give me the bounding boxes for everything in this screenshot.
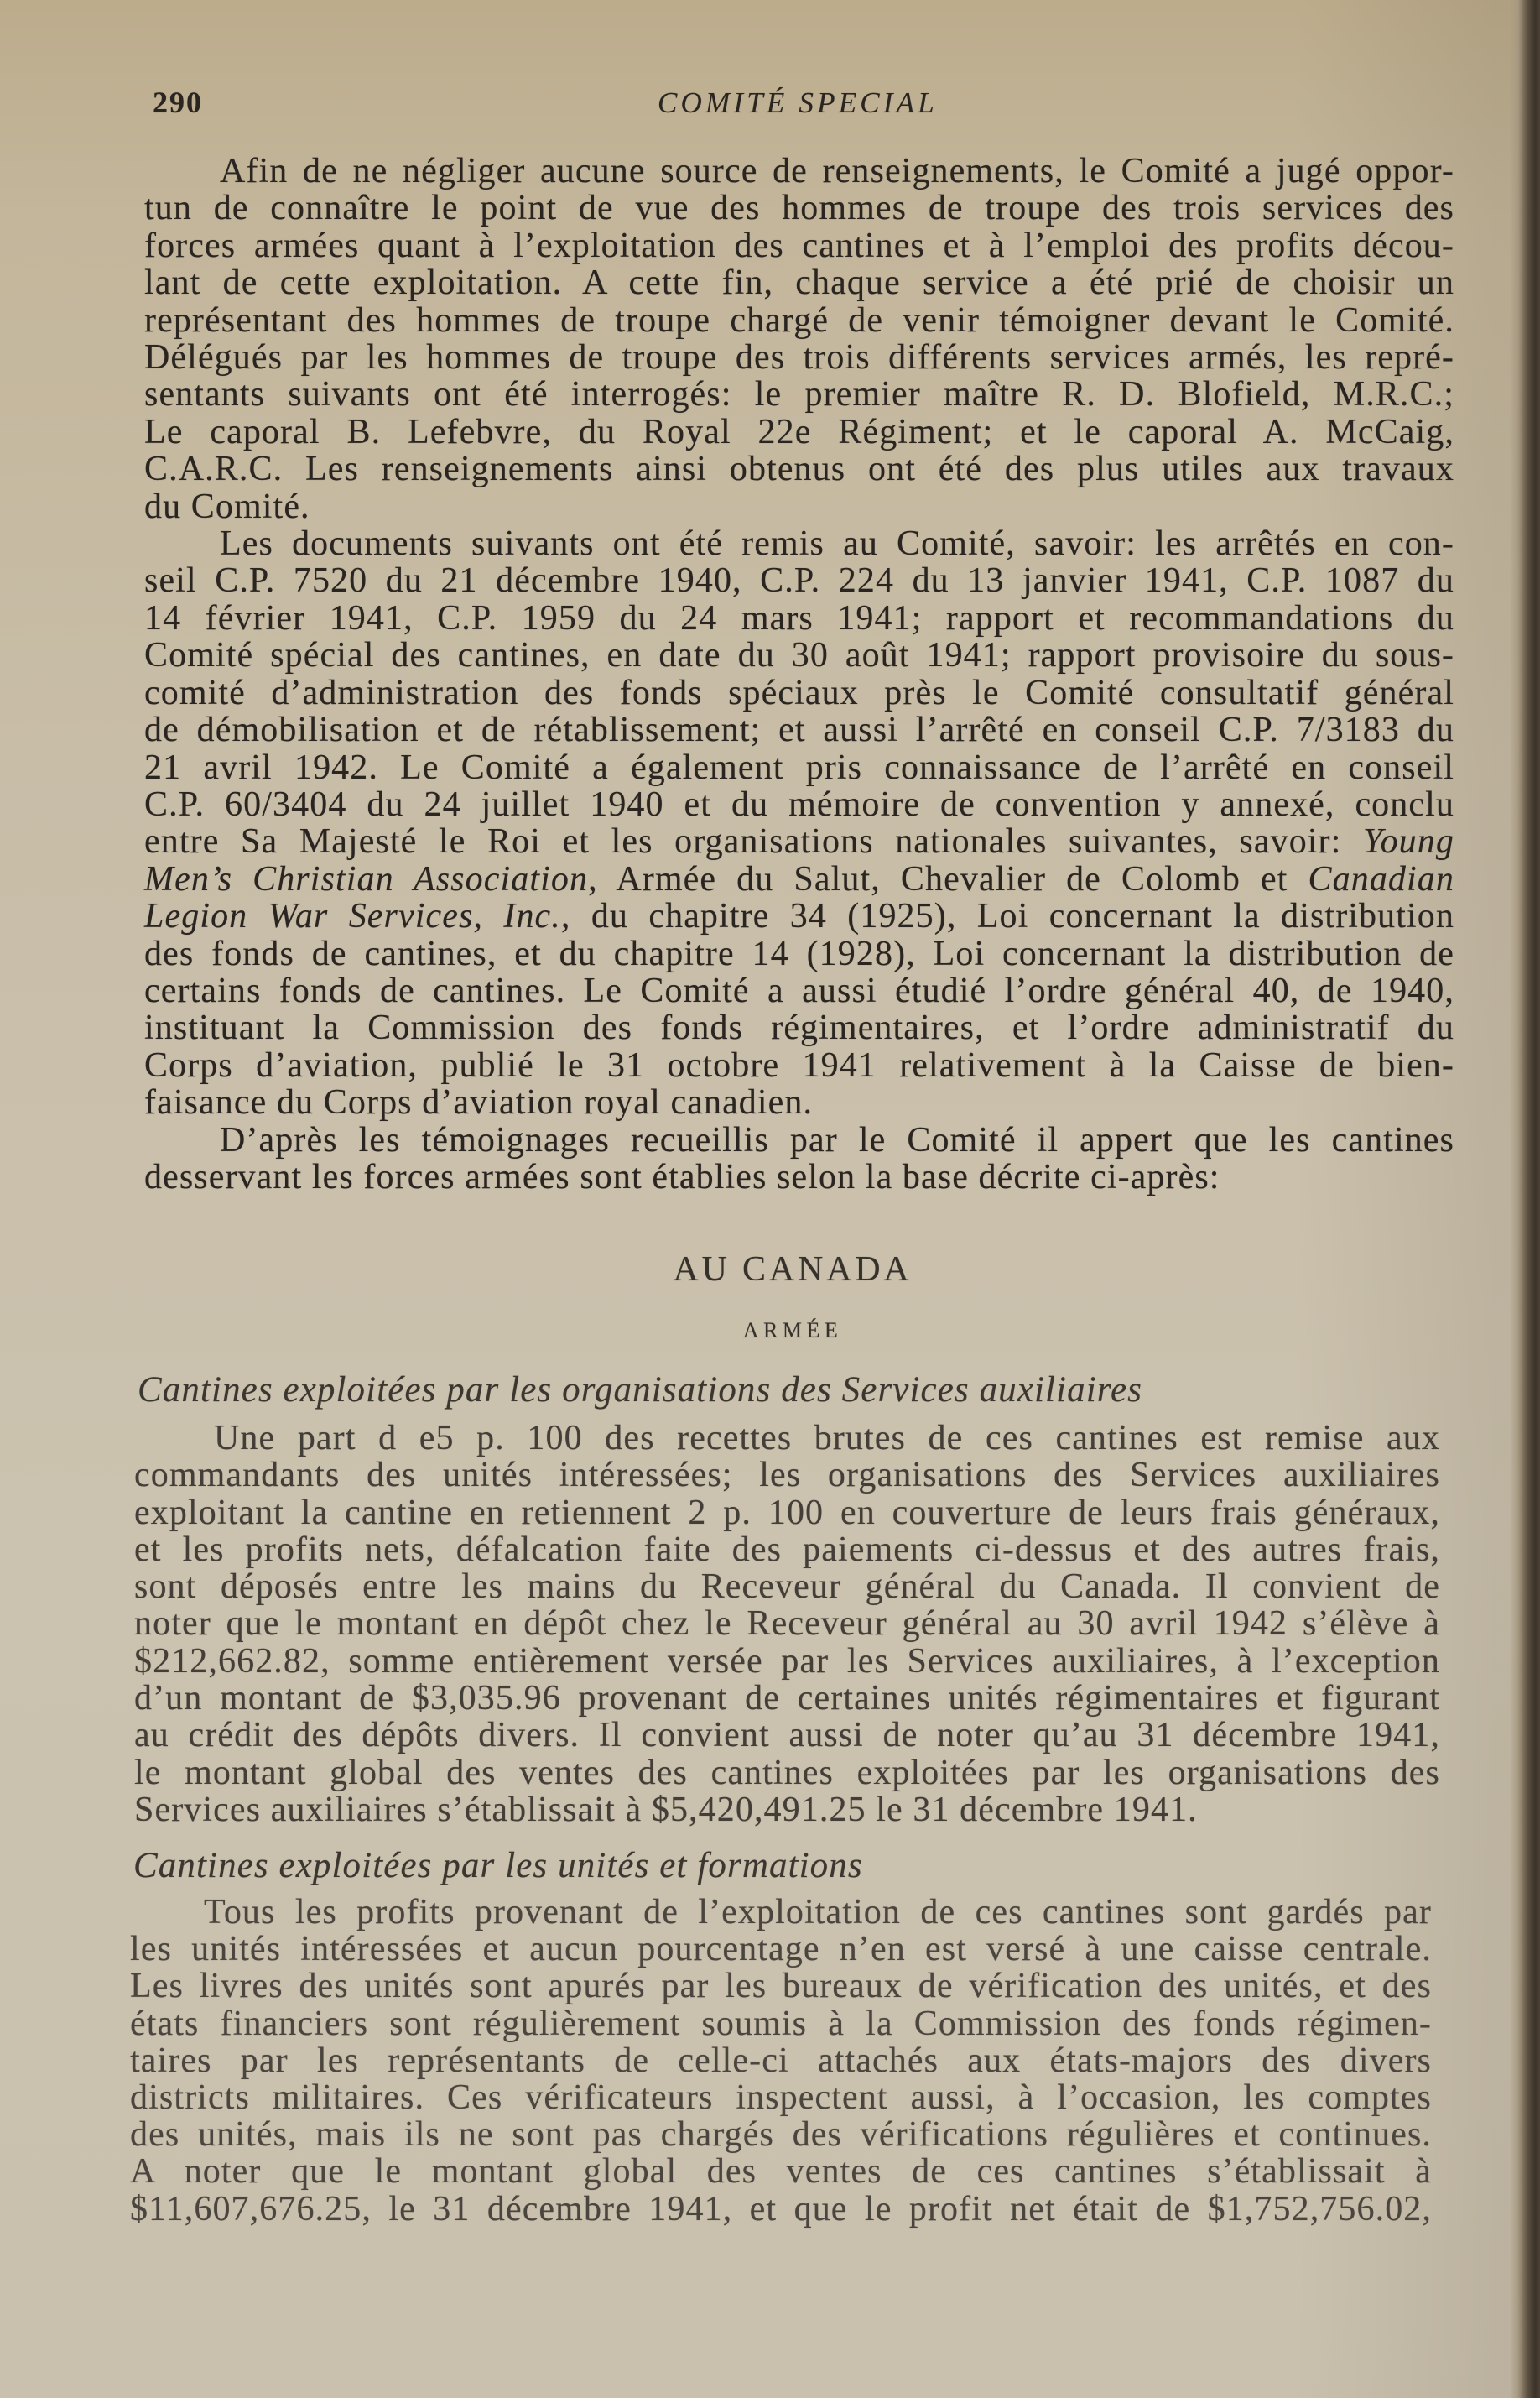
text-line: noter que le montant en dépôt chez le Receveur général au 30 avril 1942 s’élève à bbox=[134, 1604, 1440, 1644]
italic-organization-name: Legion War Services, Inc. bbox=[144, 897, 561, 936]
section-title: AU CANADA bbox=[673, 1250, 913, 1289]
text-line: états financiers sont régulièrement soumis à la Commission des fonds régimen- bbox=[130, 2004, 1432, 2043]
text-segment: entre Sa Majesté le Roi et les organisations nationales suivantes, savoir: bbox=[144, 822, 1363, 862]
text-line: Afin de ne négliger aucune source de renseignements, le Comité a jugé oppor- bbox=[220, 152, 1454, 190]
text-line: certains fonds de cantines. Le Comité a aussi étudié l’ordre général 40, de 1940, bbox=[144, 971, 1454, 1010]
subsection-heading: Cantines exploitées par les organisations des Services auxiliaires bbox=[138, 1370, 1143, 1410]
paragraph bbox=[144, 525, 1454, 1122]
text-line: Les livres des unités sont apurés par les bureaux de vérification des unités, et des bbox=[130, 1967, 1432, 2006]
book-binding-edge bbox=[1510, 0, 1540, 2398]
text-line: Corps d’aviation, publié le 31 octobre 1941 relativement à la Caisse de bien- bbox=[144, 1045, 1454, 1085]
paragraph bbox=[130, 1894, 1432, 2228]
italic-organization-name: Young bbox=[1362, 822, 1454, 862]
text-line: exploitant la cantine en retiennent 2 p. 100 en couverture de leurs frais généraux, bbox=[134, 1493, 1440, 1532]
text-line: forces armées quant à l’exploitation des cantines et à l’emploi des profits décou- bbox=[144, 226, 1454, 265]
text-line: Une part d e5 p. 100 des recettes brutes de ces cantines est remise aux bbox=[214, 1419, 1440, 1457]
text-line: A noter que le montant global des ventes de ces cantines s’établissait à bbox=[130, 2152, 1432, 2192]
text-line: Délégués par les hommes de troupe des trois différents services armés, les repré- bbox=[144, 338, 1454, 378]
text-line: Services auxiliaires s’établissait à $5,420,491.25 le 31 décembre 1941. bbox=[134, 1790, 1198, 1829]
text-line: Les documents suivants ont été remis au Comité, savoir: les arrêtés en con- bbox=[220, 524, 1454, 564]
subsection-body bbox=[134, 1420, 1440, 1828]
text-line: taires par les représentants de celle-ci attachés aux états-majors des divers bbox=[130, 2041, 1432, 2080]
text-line bbox=[144, 898, 1454, 935]
text-line: D’après les témoignages recueillis par le Comité il appert que les cantines bbox=[220, 1120, 1454, 1160]
text-line: C.P. 60/3404 du 24 juillet 1940 et du mémoire de convention y annexé, conclu bbox=[144, 785, 1454, 824]
text-line: districts militaires. Ces vérificateurs inspectent aussi, à l’occasion, les comptes bbox=[130, 2078, 1432, 2118]
italic-organization-name: Canadian bbox=[1308, 859, 1454, 899]
paragraph bbox=[144, 1122, 1454, 1196]
text-segment: , du chapitre 34 (1925), Loi concernant la distribution bbox=[560, 897, 1454, 936]
text-line: instituant la Commission des fonds régimentaires, et l’ordre administratif du bbox=[144, 1009, 1454, 1048]
text-segment: , Armée du Salut, Chevalier de Colomb et bbox=[588, 859, 1308, 899]
text-line: de démobilisation et de rétablissement; et aussi l’arrêté en conseil C.P. 7/3183 du bbox=[144, 711, 1454, 750]
paragraph bbox=[134, 1420, 1440, 1828]
text-line: desservant les forces armées sont établies selon la base décrite ci-après: bbox=[144, 1157, 1220, 1196]
text-line: représentant des hommes de troupe chargé de venir témoigner devant le Comité. bbox=[144, 300, 1454, 340]
text-line: seil C.P. 7520 du 21 décembre 1940, C.P. 224 du 13 janvier 1941, C.P. 1087 du bbox=[144, 561, 1454, 601]
text-line: et les profits nets, défalcation faite des paiements ci-dessus et des autres frais, bbox=[134, 1530, 1440, 1569]
text-line: C.A.R.C. Les renseignements ainsi obtenus ont été des plus utiles aux travaux bbox=[144, 450, 1454, 489]
text-line: sentants suivants ont été interrogés: le premier maître R. D. Blofield, M.R.C.; bbox=[144, 375, 1454, 414]
text-line: le montant global des ventes des cantines exploitées par les organisations des bbox=[134, 1753, 1440, 1792]
text-line: d’un montant de $3,035.96 provenant de certaines unités régimentaires et figurant bbox=[134, 1679, 1440, 1718]
text-line bbox=[144, 823, 1454, 860]
paragraph bbox=[144, 153, 1454, 525]
section-subtitle: ARMÉE bbox=[742, 1318, 843, 1342]
text-line: des fonds de cantines, et du chapitre 14 (1928), Loi concernant la distribution de bbox=[144, 934, 1454, 973]
page-number: 290 bbox=[153, 86, 203, 119]
text-line: lant de cette exploitation. A cette fin, chaque service a été prié de choisir un bbox=[144, 263, 1454, 303]
text-line: des unités, mais ils ne sont pas chargés des vérifications régulières et continues. bbox=[130, 2115, 1432, 2155]
text-line: 21 avril 1942. Le Comité a également pris connaissance de l’arrêté en conseil bbox=[144, 748, 1454, 787]
running-title: COMITÉ SPECIAL bbox=[658, 86, 938, 119]
text-line: les unités intéressées et aucun pourcentage n’en est versé à une caisse centrale. bbox=[130, 1930, 1432, 1969]
text-line bbox=[144, 861, 1454, 898]
text-line: Tous les profits provenant de l’exploitation de ces cantines sont gardés par bbox=[204, 1893, 1432, 1931]
text-line: commandants des unités intéressées; les organisations des Services auxiliaires bbox=[134, 1456, 1440, 1495]
italic-organization-name: Men’s Christian Association bbox=[144, 859, 589, 899]
text-line: au crédit des dépôts divers. Il convient aussi de noter qu’au 31 décembre 1941, bbox=[134, 1716, 1440, 1755]
text-line: Comité spécial des cantines, en date du 30 août 1941; rapport provisoire du sous- bbox=[144, 636, 1454, 675]
text-line: comité d’administration des fonds spéciaux près le Comité consultatif général bbox=[144, 673, 1454, 712]
text-line: 14 février 1941, C.P. 1959 du 24 mars 1941; rapport et recommandations du bbox=[144, 598, 1454, 638]
text-line: tun de connaître le point de vue des hommes de troupe des trois services des bbox=[144, 189, 1454, 228]
subsection-heading: Cantines exploitées par les unités et formations bbox=[133, 1846, 863, 1885]
subsection-body bbox=[130, 1894, 1432, 2228]
introduction bbox=[144, 153, 1454, 1196]
text-line: $212,662.82, somme entièrement versée par les Services auxiliaires, à l’exception bbox=[134, 1641, 1440, 1681]
text-line: sont déposés entre les mains du Receveur général du Canada. Il convient de bbox=[134, 1567, 1440, 1607]
text-line: $11,607,676.25, le 31 décembre 1941, et que le profit net était de $1,752,756.02, bbox=[130, 2189, 1432, 2229]
text-line: du Comité. bbox=[144, 487, 310, 526]
text-line: faisance du Corps d’aviation royal canadien. bbox=[144, 1083, 814, 1123]
text-line: Le caporal B. Lefebvre, du Royal 22e Régiment; et le caporal A. McCaig, bbox=[144, 412, 1454, 451]
